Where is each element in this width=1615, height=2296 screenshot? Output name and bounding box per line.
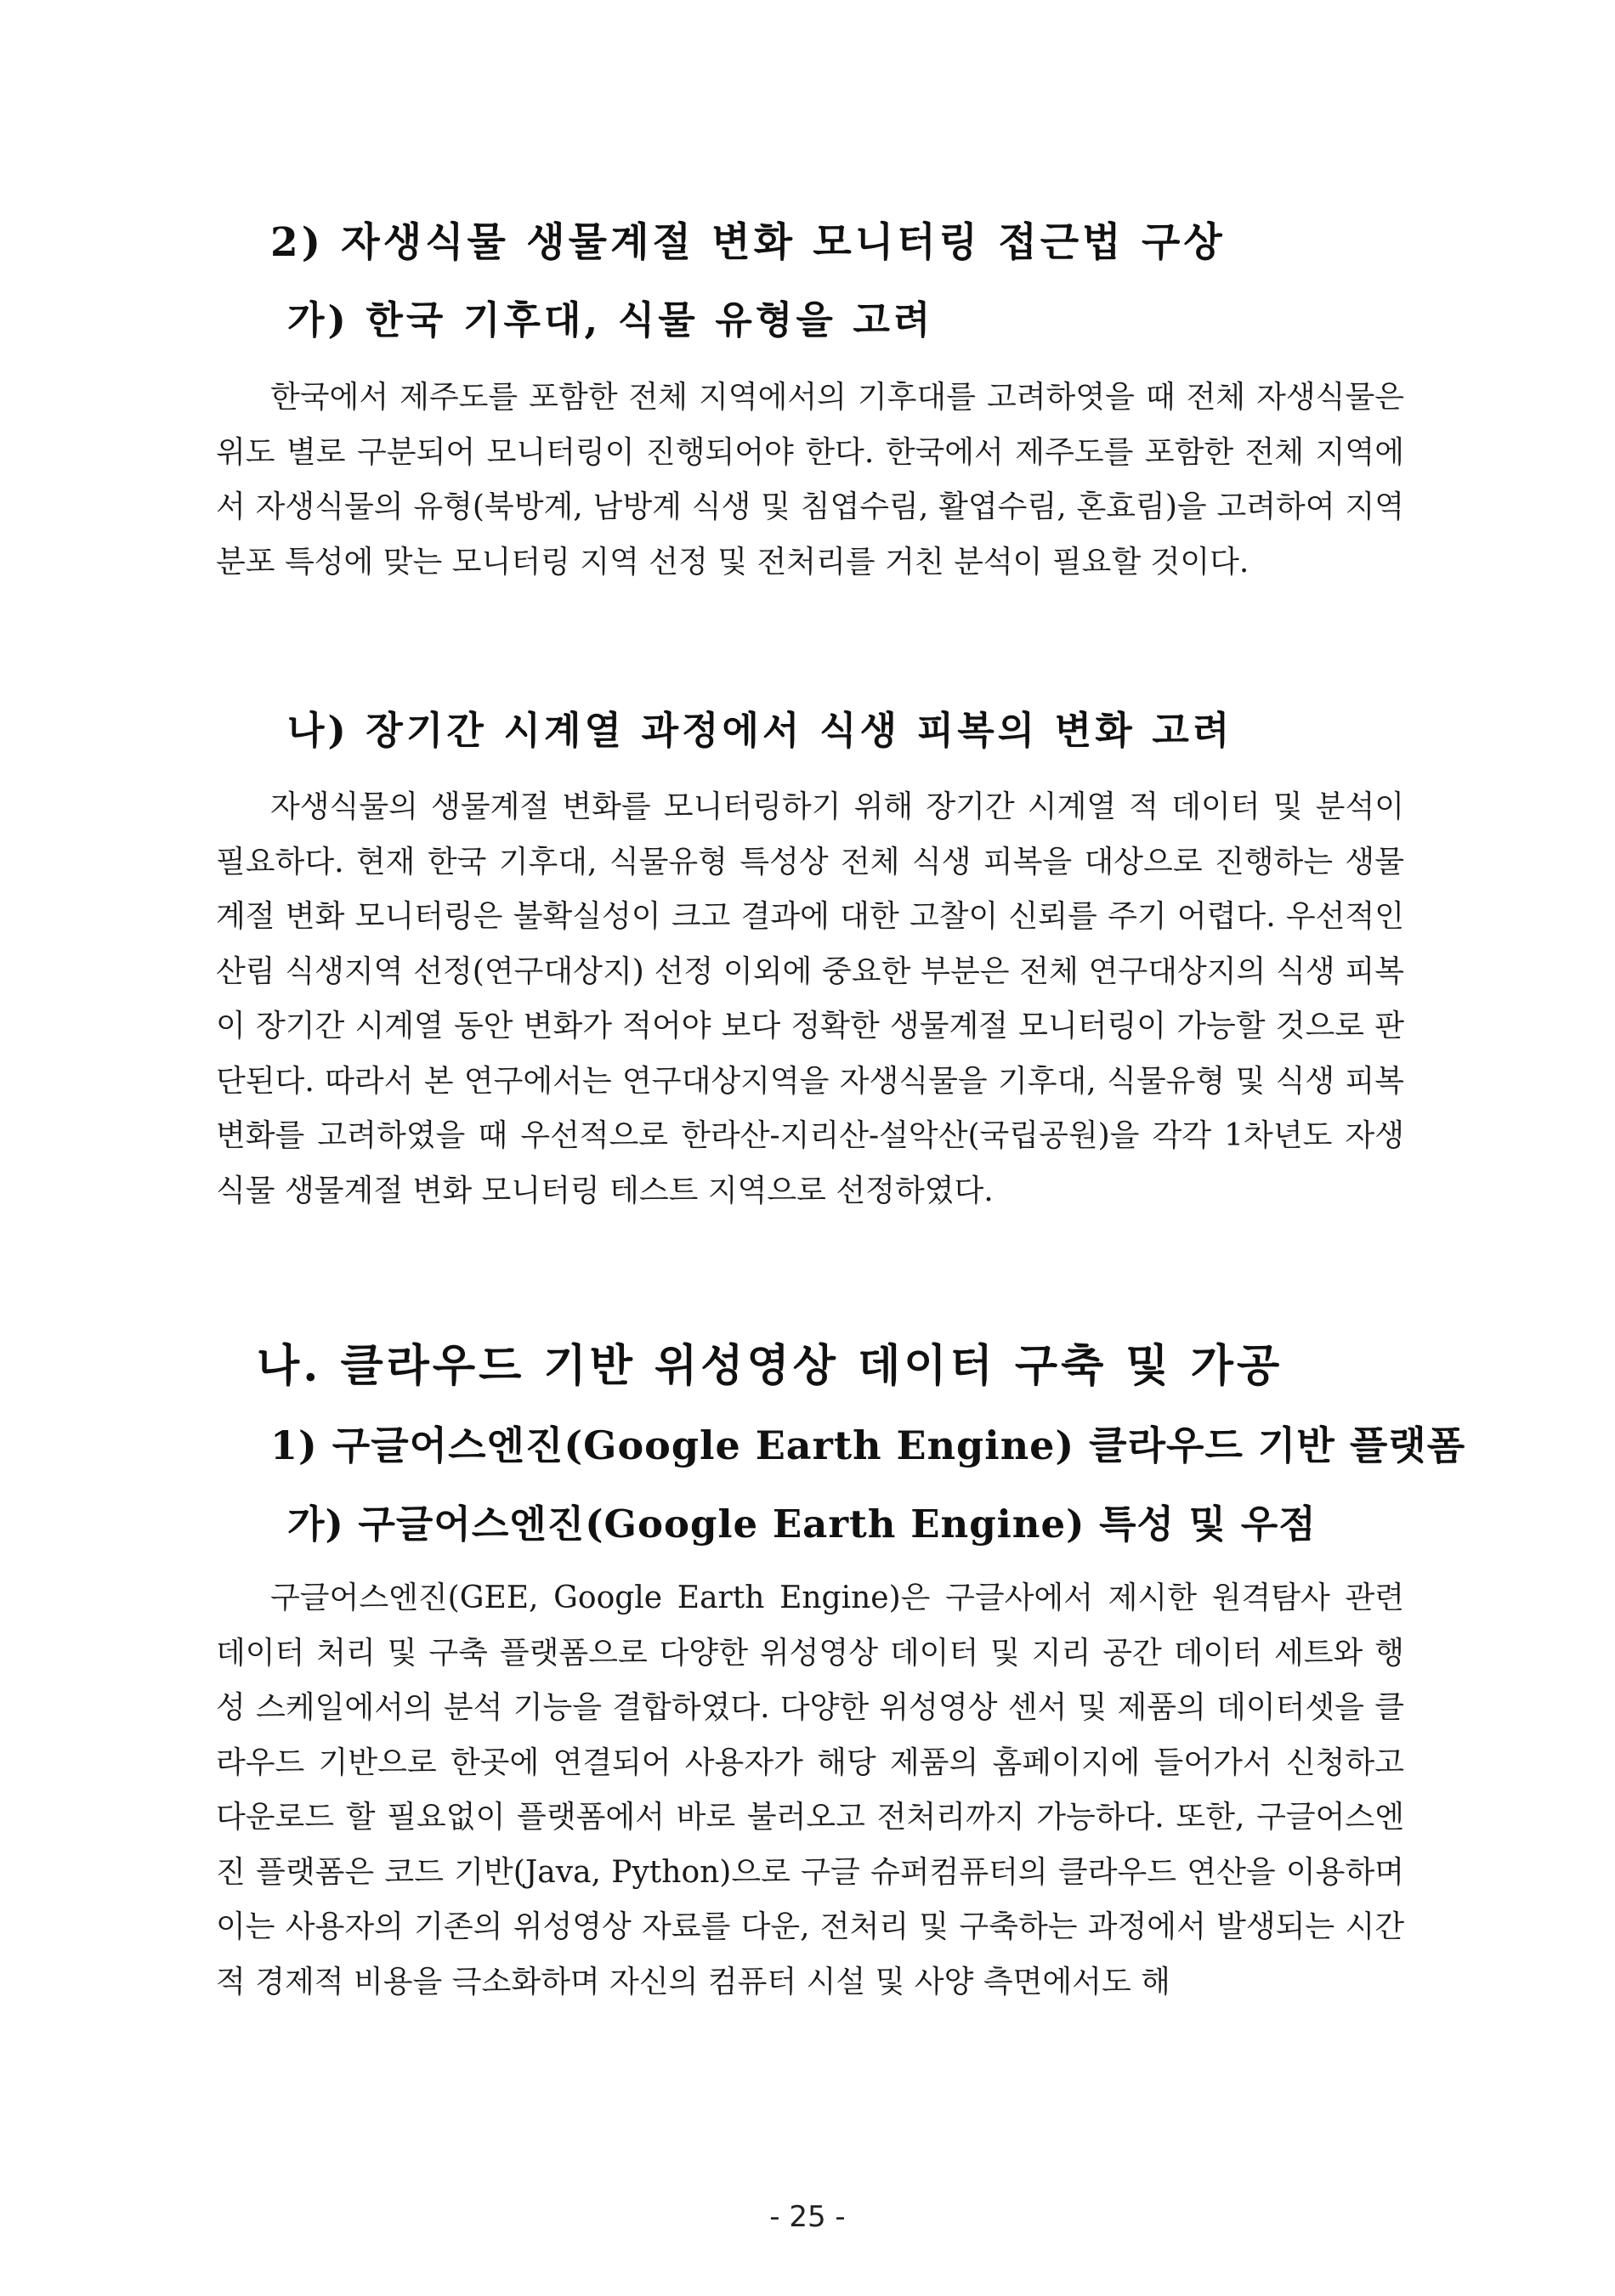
paragraph-climate-zone: 한국에서 제주도를 포함한 전체 지역에서의 기후대를 고려하엿을 때 전체 자생식물은 위도 별로 구분되어 모니터링이 진행되어야 한다. 한국에서 제주도를 포함한 전체 지역에서 자생식물의 유형(북방계, 남방계 식생 및 침엽수림, 활엽수림, 혼효림)을 고려하여 지역 분포 특성에 맞는 모니터링 지역 선정 및 전처리를 거친 분석이 필요할 것이다. xyxy=(216,380,1404,580)
subsection-heading-climate-zone: 가) 한국 기후대, 식물 유형을 고려 xyxy=(287,297,934,342)
page-number: - 25 - xyxy=(769,2200,846,2234)
major-heading-cloud-satellite: 나. 클라우드 기반 위성영상 데이터 구축 및 가공 xyxy=(257,1340,1284,1392)
subsection-heading-vegetation-cover: 나) 장기간 시계열 과정에서 식생 피복의 변화 고려 xyxy=(287,708,1233,753)
paragraph-gee-features: 구글어스엔진(GEE, Google Earth Engine)은 구글사에서 제시한 원격탐사 관련 데이터 처리 및 구축 플랫폼으로 다양한 위성영상 데이터 및 지리 공간 데이터 세트와 행성 스케일에서의 분석 기능을 결합하였다. 다양한 위성영상 센서 및 제품의 데이터셋을 클라우드 기반으로 한곳에 연결되어 사용자가 해당 제품의 홈페이지에 들어가서 신청하고 다운로드 할 필요없이 플랫폼에서 바로 불러오고 전처리까지 가능하다. 또한, 구글어스엔진 플랫폼은 코드 기반(Java, Python)으로 구글 슈퍼컴퓨터의 클라우드 연산을 이용하며 이는 사용자의 기존의 위성영상 자료를 다운, 전처리 및 구축하는 과정에서 발생되는 시간적 경제적 비용을 극소화하며 자신의 컴퓨터 시설 및 사양 측면에서도 해 xyxy=(216,1581,1404,1999)
section-heading-gee-platform: 1) 구글어스엔진(Google Earth Engine) 클라우드 기반 플랫폼 xyxy=(270,1422,1466,1468)
paragraph-vegetation-cover: 자생식물의 생물계절 변화를 모니터링하기 위해 장기간 시계열 적 데이터 및 분석이 필요하다. 현재 한국 기후대, 식물유형 특성상 전체 식생 피복을 대상으로 진행하는 생물계절 변화 모니터링은 불확실성이 크고 결과에 대한 고찰이 신뢰를 주기 어렵다. 우선적인 산림 식생지역 선정(연구대상지) 선정 이외에 중요한 부분은 전체 연구대상지의 식생 피복이 장기간 시계열 동안 변화가 적어야 보다 정확한 생물계절 모니터링이 가능할 것으로 판단된다. 따라서 본 연구에서는 연구대상지역을 자생식물을 기후대, 식물유형 및 식생 피복 변화를 고려하였을 때 우선적으로 한라산-지리산-설악산(국립공원)을 각각 1차년도 자생식물 생물계절 변화 모니터링 테스트 지역으로 선정하였다. xyxy=(216,789,1404,1208)
subsection-heading-gee-features: 가) 구글어스엔진(Google Earth Engine) 특성 및 우점 xyxy=(287,1501,1317,1547)
section-heading-phenology-approach: 2) 자생식물 생물계절 변화 모니터링 접근법 구상 xyxy=(270,219,1226,266)
